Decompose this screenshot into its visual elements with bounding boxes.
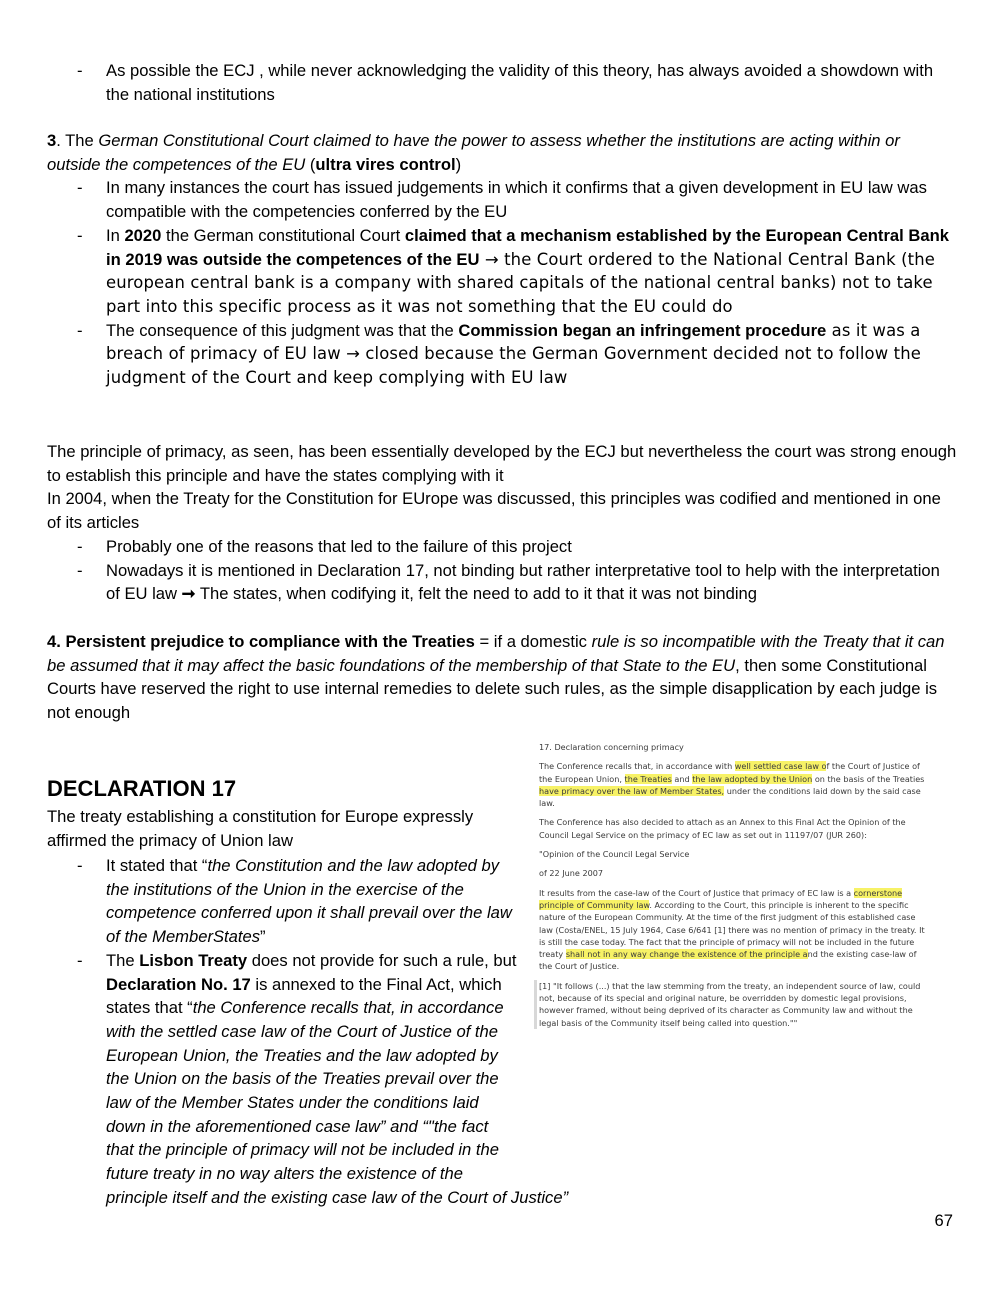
paragraph: The principle of primacy, as seen, has been essentially developed by the ECJ but nevertheless the court was strong enough to establish this principle and have the states complying with it: [47, 442, 957, 485]
declaration-17-section: [47, 775, 527, 852]
bullet-dash: -: [77, 856, 83, 875]
declaration-excerpt-image: [534, 737, 930, 1057]
bullet-text: In many instances the court has issued judgements in which it confirms that a given development in EU law was compatible with the competencies conferred by the EU: [106, 178, 927, 222]
bullet-dash: -: [77, 950, 83, 970]
bullet-dash: -: [77, 225, 83, 245]
bullet-dash: -: [77, 536, 83, 556]
bold-year: 2020: [124, 225, 162, 245]
arrow-glyph: ➞: [181, 584, 196, 604]
bullet-text: The: [106, 950, 140, 970]
quote-italic: the Constitution and the law adopted by the institutions of the Union in the exercise of the competence conferred upon it shall prevail over the law of the MemberStates: [106, 856, 512, 947]
intro-bullet-block: [47, 59, 957, 106]
paragraph-text: = if a domestic: [474, 632, 592, 651]
quote-italic: the Conference recalls that, in accordance with the settled case law of the Court of Justice of the European Union, the Treaties and the law adopted by the Union on the basis of the Treaties prevail over the law of the Member States under the conditions laid down in the aforementioned case law” and “"the fact that the principle of primacy will not be included in the future treaty in no way alters the existence of the principle itself and the existing case law of the Court of Justice”: [106, 998, 569, 1207]
paragraph-text: , then some Constitutional Courts have reserved the right to use internal remedies to delete such rules, as the simple disapplication by each judge is not enough: [47, 655, 938, 723]
bullet-text: Nowadays it is mentioned in Declaration 17, not binding but rather interpretative tool to help with the interpretation of EU law: [106, 560, 940, 604]
section-3-heading: [47, 129, 957, 176]
declaration-intro: The treaty establishing a constitution for Europe expressly affirmed the primacy of Union law: [47, 807, 474, 850]
section-4-italic: rule is so incompatible with the Treaty that it can be assumed that it may affect the basic foundations of the membership of that State to the EU: [47, 632, 945, 675]
bullet-text: ”: [260, 927, 266, 947]
bold-claim: claimed that a mechanism established by the European Central Bank in 2019 was outside the competences of the EU: [106, 225, 949, 269]
bold-infringement: Commission began an infringement procedure: [458, 320, 827, 340]
bullet-text: is annexed to the Final Act, which states that “: [106, 974, 502, 1018]
section-4-heading: 4. Persistent prejudice to compliance with the Treaties: [47, 632, 475, 651]
excerpt-footnote: [1] "It follows (...) that the law stemming from the treaty, an independent source of law, could not, because of its special and original nature, be overridden by domestic legal provisions, however framed, without being deprived of its character as Community law and without the legal basis of the Community itself being called into question."": [534, 980, 930, 1029]
bullet-text: does not provide for such a rule, but: [247, 950, 517, 970]
bullet-text: The consequence of this judgment was that the: [106, 320, 459, 340]
list-item: [47, 224, 957, 319]
bullet-dash: -: [77, 560, 83, 580]
paren-close: ): [455, 154, 462, 174]
ultra-vires-label: ultra vires control: [315, 154, 456, 174]
bullet-dash: -: [77, 320, 83, 340]
excerpt-paragraph: The Conference has also decided to attach as an Annex to this Final Act the Opinion of the Council Legal Service on the primacy of EC law as set out in 11197/07 (JUR 260):: [539, 817, 906, 840]
arrow-glyph: →: [479, 249, 505, 269]
paren-open: (: [305, 154, 316, 174]
bullet-dash: -: [77, 61, 83, 80]
section-3: [47, 129, 957, 390]
excerpt-paragraph: It results from the case-law of the Court of Justice that primacy of EC law is a cornerstone principle of Community law. According to the Court, this principle is inherent to the specific nature of the European Community. At the time of the first judgment of this established case law (Costa/ENEL, 15 July 1964, Case 6/641 [1] there was no mention of primacy in the treaty. It is still the case today. The fact that the principle of primacy will not be included in the future treaty shall not in any way change the existence of the principle and the existing case-law of the Court of Justice.: [539, 887, 925, 972]
bullet-dash: -: [77, 178, 83, 198]
bullet-text: The states, when codifying it, felt the need to add to it that it was not binding: [195, 584, 757, 604]
bullet-text: As possible the ECJ , while never acknowledging the validity of this theory, has always avoided a showdown with the national institutions: [106, 61, 934, 104]
list-item: [47, 559, 957, 606]
bullet-text: the Court ordered to the National Central Bank (the european central bank is a company with shared capitals of the national central banks) not to take part into this specific process as it was not something that the EU could do: [106, 249, 935, 316]
excerpt-title: 17. Declaration concerning primacy: [539, 742, 684, 752]
section-sep: . The: [56, 131, 99, 150]
bullet-text: as it was a breach of primacy of EU law → closed because the German Government decided not to follow the judgment of the Court and keep complying with EU law: [106, 320, 921, 388]
section-4: [47, 630, 957, 725]
primacy-section: [47, 440, 957, 606]
declaration-heading: DECLARATION 17: [47, 776, 237, 801]
section-number: 3: [47, 131, 57, 150]
list-item: [47, 535, 957, 559]
list-item: [47, 319, 957, 390]
bullet-text: It stated that “: [106, 856, 208, 875]
bullet-text: Probably one of the reasons that led to the failure of this project: [106, 536, 572, 556]
declaration-no-17-label: Declaration No. 17: [106, 974, 251, 994]
list-item: [47, 854, 518, 949]
paragraph: In 2004, when the Treaty for the Constitution for EUrope was discussed, this principles was codified and mentioned in one of its articles: [47, 489, 941, 533]
list-item: [47, 59, 957, 106]
list-item: [47, 176, 957, 223]
bullet-text: In: [106, 225, 125, 245]
excerpt-paragraph: of 22 June 2007: [539, 868, 604, 879]
section-3-italic: German Constitutional Court claimed to have the power to assess whether the institutions are acting within or outside the competences of the EU: [47, 131, 900, 174]
bullet-text: the German constitutional Court: [161, 225, 405, 245]
page-number: 67: [934, 1211, 953, 1230]
lisbon-treaty-label: Lisbon Treaty: [139, 950, 248, 970]
excerpt-paragraph: "Opinion of the Council Legal Service: [539, 849, 690, 860]
excerpt-paragraph: The Conference recalls that, in accordance with well settled case law of the Court of Justice of the European Union, the Treaties and the law adopted by the Union on the basis of the Treaties have primacy over the law of Member States, under the conditions laid down by the said case law.: [539, 761, 925, 809]
